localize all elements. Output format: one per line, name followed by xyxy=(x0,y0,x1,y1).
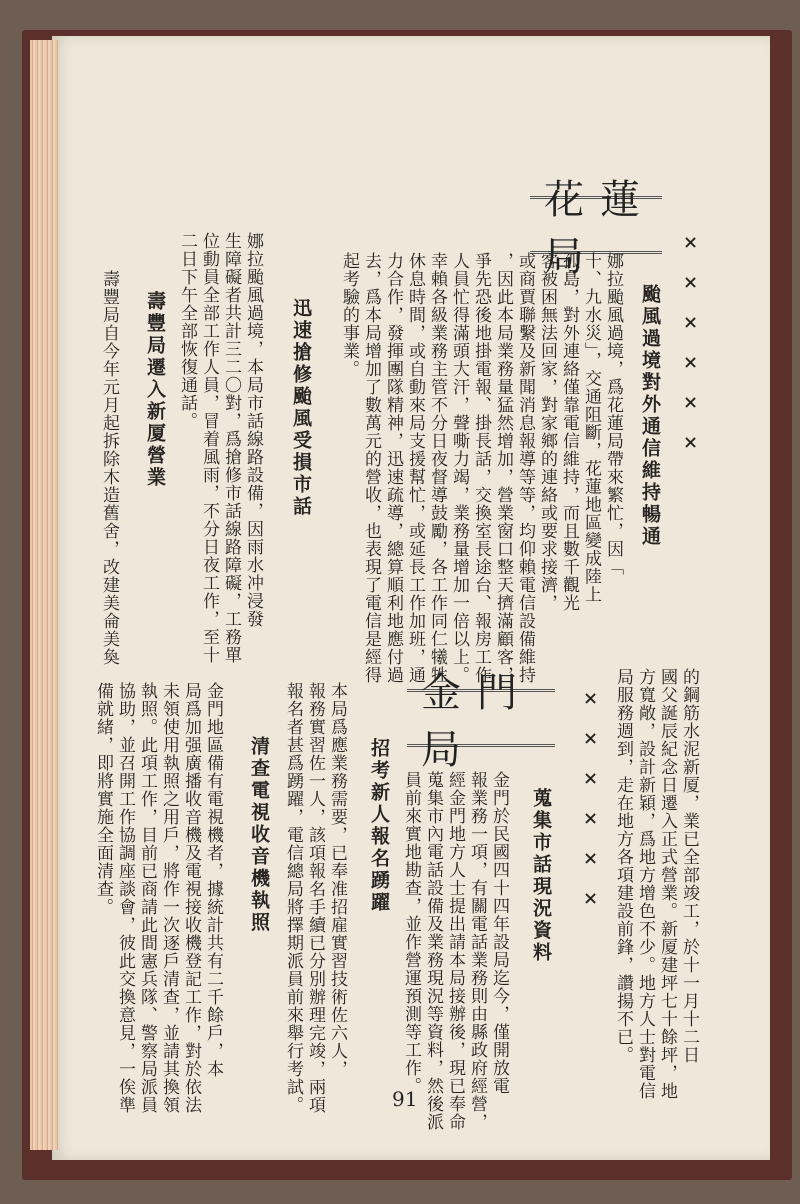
text-line: 協助，並召開工作協調座談會，彼此交換意見，一俟準 xyxy=(115,682,135,1114)
article-title-tv-license: 清查電視收音機執照 xyxy=(248,736,270,934)
text-line: 報名者甚爲踴躍，電信總局將擇期派員前來舉行考試。 xyxy=(283,682,303,1114)
text-line: 方寬敞，設計新穎，爲地方增色不少。地方人士對電信 xyxy=(635,668,655,1100)
text-line: 力合作，發揮團隊精神，迅速疏導，總算順利地應付過 xyxy=(383,252,403,684)
article-body-recruit xyxy=(282,682,348,1114)
page-stack-edge xyxy=(30,40,58,1150)
text-line: 局服務週到，走在地方各項建設前鋒，讚揚不已。 xyxy=(613,668,633,1064)
text-line: 娜拉颱風過境，爲花蓮局帶來繁忙，因「 xyxy=(603,252,623,576)
text-line: 蒐集市內電話設備及業務現況等資料，然後派 xyxy=(423,771,443,1131)
article-title-recruit: 招考新人報名踴躍 xyxy=(368,738,390,914)
article-body-tv-license xyxy=(92,682,224,1114)
text-line: 報務實習佐一人，該項報名手續已分別辦理完竣，兩項 xyxy=(305,682,325,1114)
text-line: 壽豐局自今年元月起拆除木造舊舍，改建美侖美奐 xyxy=(99,270,119,666)
section-heading-text-kinmen: 金門局 xyxy=(421,670,533,773)
text-line: 生障礙者共計三二〇對，爲搶修市話線路障礙，工務單 xyxy=(221,232,241,664)
article-body-shoufeng-continued xyxy=(612,668,700,1100)
text-line: 局爲加强廣播收音機及電視接收機登記工作，對於依法 xyxy=(181,682,201,1114)
article-body-repair-phone xyxy=(176,232,264,664)
text-line: 位動員全部工作人員，冒着風雨，不分日夜工作，至十 xyxy=(199,232,219,664)
text-line: 國父誕辰紀念日遷入正式營業。新厦建坪七十餘坪，地 xyxy=(657,668,677,1100)
section-heading-kinmen xyxy=(407,670,555,773)
text-line: 本局爲應業務需要，已奉准招雇實習技術佐六人， xyxy=(327,682,347,1078)
text-line: 或商賈聯繫及新聞消息報導等等，均仰賴電信設備維持 xyxy=(515,252,535,684)
text-line: 二日下午全部恢復通話。 xyxy=(177,232,197,430)
text-line: 金門於民國四十四年設局迄今，僅開放電 xyxy=(489,771,509,1095)
section-heading-text: 花蓮局 xyxy=(544,177,656,280)
text-line: 起考驗的事業。 xyxy=(339,252,359,378)
article-title-survey: 蒐集市話現況資料 xyxy=(530,788,552,964)
text-line: 爭先恐後地掛電報、掛長話，交換室長途台、報房工作 xyxy=(471,252,491,684)
text-line: 人員忙得滿頭大汗，聲嘶力竭，業務量增加一倍以上。 xyxy=(449,252,469,684)
text-line: ，因此本局業務量猛然增加，營業窗口整天擠滿顧客， xyxy=(493,252,513,684)
text-line: 休息時間，或自動來局支援幫忙，或延長工作加班，通 xyxy=(405,252,425,684)
article-title-typhoon-comm: 颱風過境對外通信維持暢通 xyxy=(639,284,661,548)
page-number: 91 xyxy=(392,1087,418,1111)
divider-marks-bottom: ×××××× xyxy=(580,688,601,928)
text-line: 未領使用執照之用戶，將作一次逐戶清查，並請其換領 xyxy=(159,682,179,1114)
article-body-shoufeng xyxy=(98,270,120,666)
text-line: 備就緒，即將實施全面清查。 xyxy=(93,682,113,916)
section-heading-hualien xyxy=(530,177,662,280)
page-sheet xyxy=(52,36,770,1160)
article-title-repair-phone: 迅速搶修颱風受損市話 xyxy=(290,298,312,518)
text-line: 孤島，對外連絡僅靠電信維持，而且數千觀光 xyxy=(559,252,579,612)
text-line: 的鋼筋水泥新厦，業已全部竣工，於十一月十二日 xyxy=(679,668,699,1064)
text-line: 金門地區備有電視機者，據統計共有二千餘戶，本 xyxy=(203,682,223,1078)
text-line: 娜拉颱風過境，本局市話線路設備，因雨水冲浸發 xyxy=(243,232,263,628)
article-body-typhoon-comm xyxy=(338,252,624,684)
text-line: 客被困無法回家，對家鄉的連絡或要求接濟， xyxy=(537,252,557,612)
text-line: 十、九水災」，交通阻斷，花蓮地區變成陸上 xyxy=(581,252,601,604)
text-line: 報業務一項，有關電話業務則由縣政府經營， xyxy=(467,771,487,1131)
text-line: 執照。此項工作，目前已商請此間憲兵隊、警察局派員 xyxy=(137,682,157,1114)
text-line: 幸賴各級業務主管不分日夜督導鼓勵，各工作同仁犧牲 xyxy=(427,252,447,684)
divider-marks-top: ×××××× xyxy=(680,232,701,472)
text-line: 經金門地方人士提出請本局接辦後，現已奉命 xyxy=(445,771,465,1131)
text-line: 去，爲本局增加了數萬元的營收，也表現了電信是經得 xyxy=(361,252,381,684)
text-line: 員前來實地勘查，並作營運預測等工作。 xyxy=(401,771,421,1095)
article-title-shoufeng: 壽豐局遷入新厦營業 xyxy=(144,291,166,489)
